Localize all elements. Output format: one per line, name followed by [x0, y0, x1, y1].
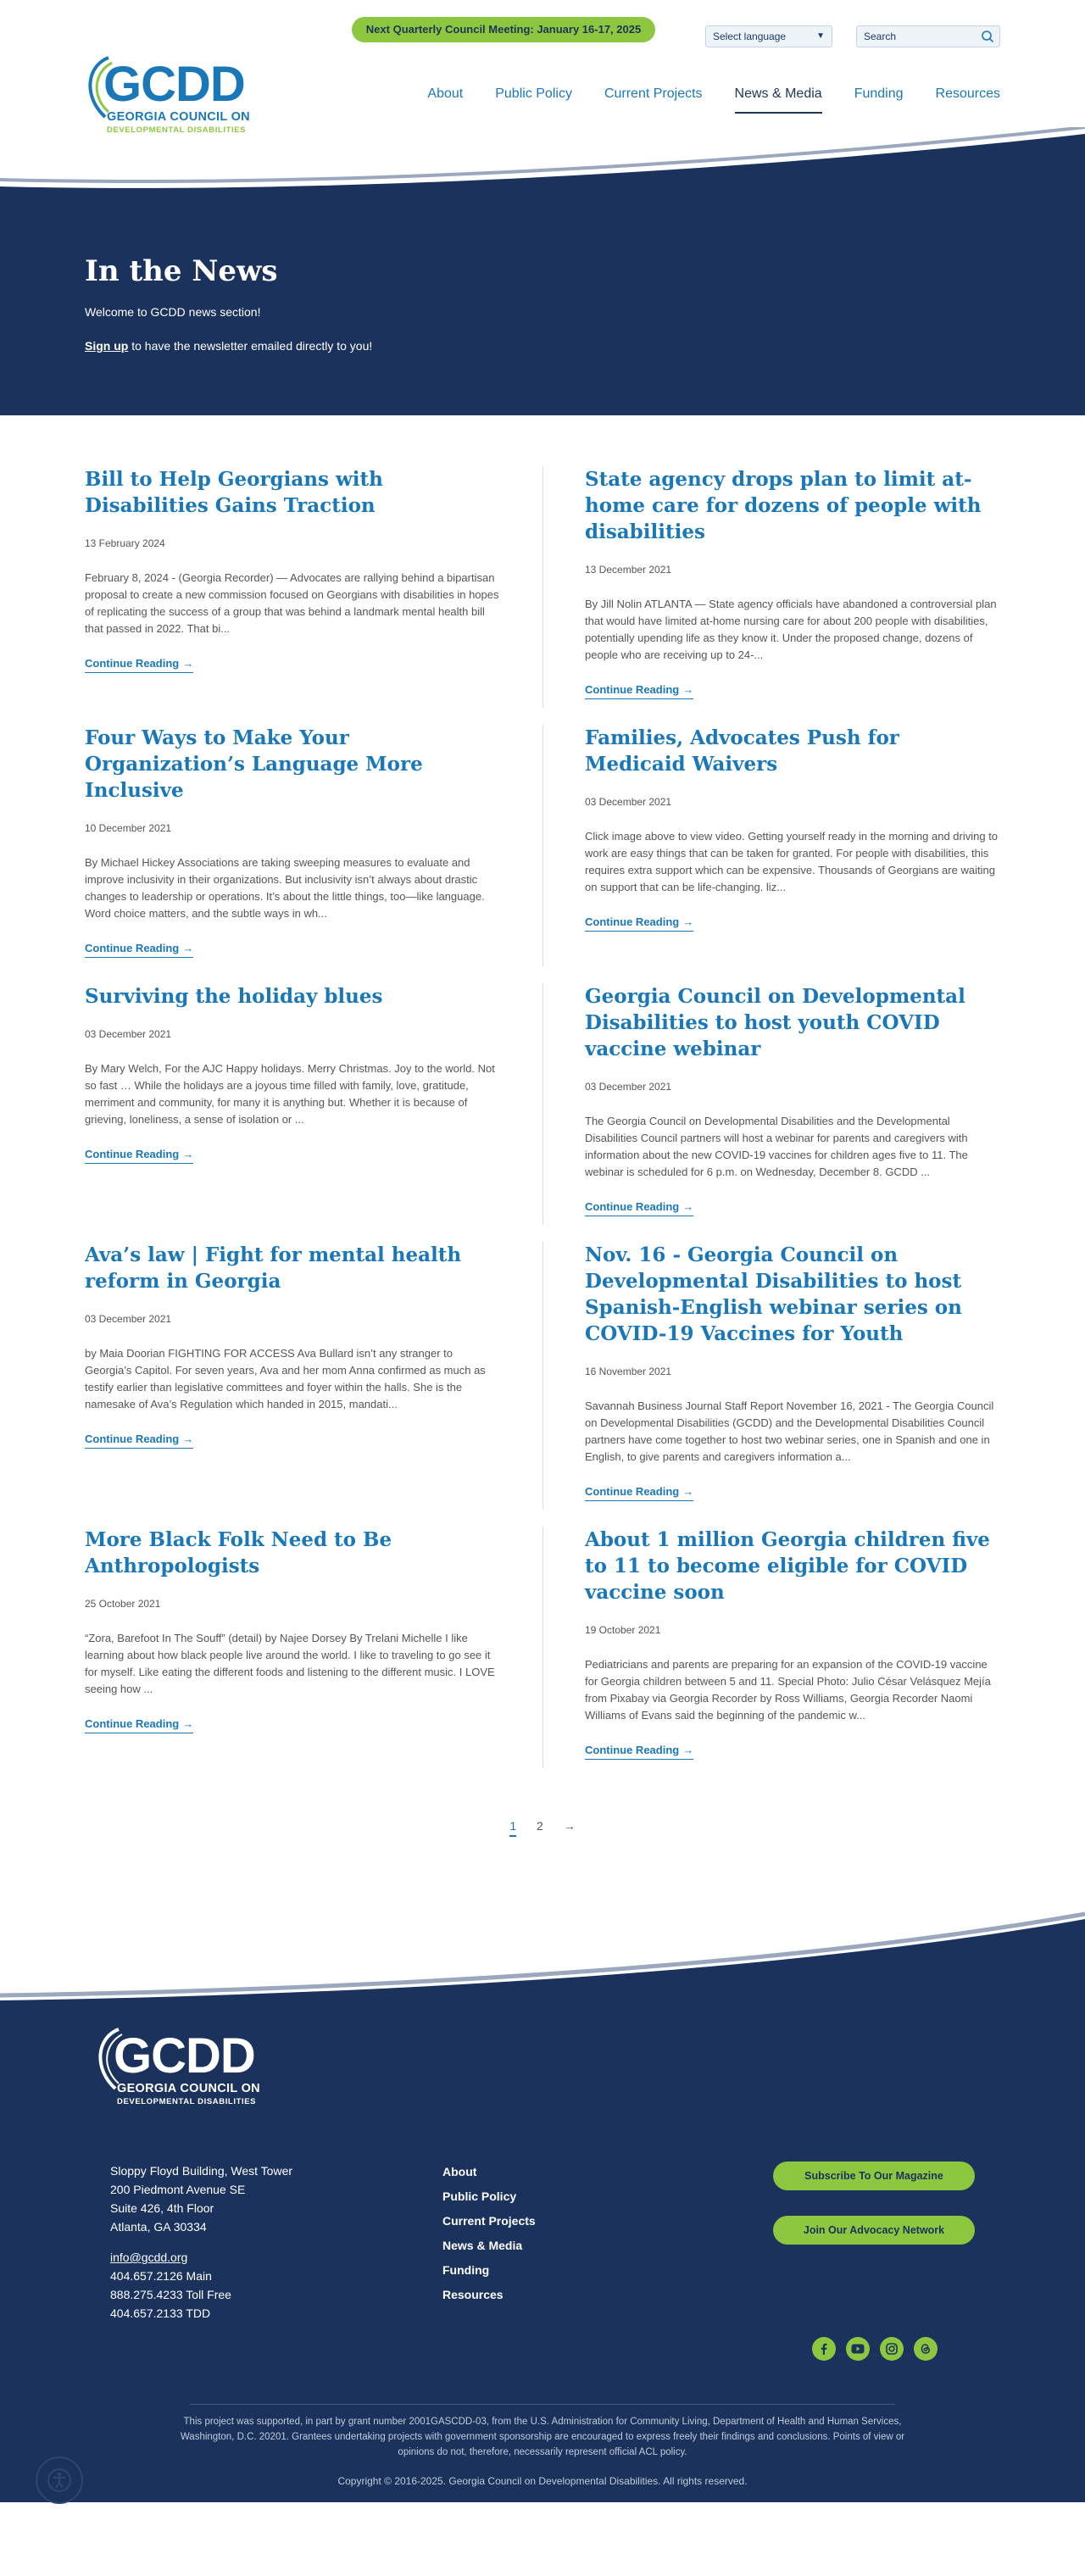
gcdd-logo[interactable]	[83, 54, 261, 139]
column-divider	[542, 983, 543, 1225]
logo-mark: GCDD	[114, 2028, 255, 2084]
article-card	[551, 466, 1000, 725]
article-date: 10 December 2021	[85, 822, 172, 834]
search-icon[interactable]	[981, 30, 994, 43]
footer-link-funding[interactable]: Funding	[442, 2263, 490, 2277]
address-line: Sloppy Floyd Building, West Tower	[110, 2164, 293, 2178]
address-line: Atlanta, GA 30334	[110, 2220, 207, 2234]
footer-link-current-projects[interactable]: Current Projects	[442, 2214, 536, 2228]
article-row	[85, 725, 1000, 983]
page-title: In the News	[85, 254, 278, 288]
footer-logo[interactable]	[93, 2026, 271, 2111]
continue-reading-link[interactable]	[585, 683, 693, 699]
arrow-right-icon: →	[182, 1717, 194, 1730]
arrow-right-icon: →	[682, 1485, 694, 1498]
article-title[interactable]: Bill to Help Georgians with Disabilities Gains Traction	[85, 468, 383, 517]
footer-address	[110, 2162, 292, 2323]
article-excerpt: “Zora, Barefoot In The Souff” (detail) by Najee Dorsey By Trelani Michelle I like learning about how black people live around the world. I like to traveling to go see it for myself. Like eating the different foods and listening to the different music. I LOVE seeing how ...	[85, 1632, 495, 1695]
pagination	[85, 1785, 1000, 1833]
nav-funding[interactable]: Funding	[854, 86, 904, 101]
footer-divider	[190, 2404, 895, 2405]
continue-reading-link[interactable]	[85, 1433, 193, 1449]
article-excerpt: by Maia Doorian FIGHTING FOR ACCESS Ava Bullard isn’t any stranger to Georgia’s Capitol. For seven years, Ava and her mom Anna confirmed as much as testify earlier than legislative committees and foyer within the halls. She is the namesake of Ava’s Regulation which handed in 2015, mandati...	[85, 1347, 486, 1410]
page-2[interactable]: 2	[537, 1819, 543, 1833]
logo-line2: DEVELOPMENTAL DISABILITIES	[107, 125, 247, 135]
article-date: 13 December 2021	[585, 564, 672, 576]
article-date: 03 December 2021	[85, 1313, 172, 1325]
arrow-right-icon: →	[682, 1744, 694, 1756]
continue-label: Continue Reading	[85, 942, 180, 954]
article-row	[85, 466, 1000, 725]
article-title[interactable]: State agency drops plan to limit at-home care for dozens of people with disabilities	[585, 468, 982, 543]
article-date: 25 October 2021	[85, 1598, 161, 1610]
language-select-label: Select language	[713, 31, 787, 42]
article-row	[85, 1242, 1000, 1527]
arrow-right-icon: →	[182, 657, 194, 670]
youtube-icon[interactable]	[846, 2337, 870, 2361]
article-date: 19 October 2021	[585, 1624, 661, 1636]
address-line: Suite 426, 4th Floor	[110, 2201, 214, 2215]
hero-signup-text	[85, 339, 1085, 353]
continue-label: Continue Reading	[585, 915, 680, 928]
article-date: 03 December 2021	[585, 1081, 672, 1093]
nav-public-policy[interactable]: Public Policy	[495, 86, 572, 101]
article-card	[551, 725, 1000, 983]
logo-line1: GEORGIA COUNCIL ON	[107, 110, 250, 124]
column-divider	[542, 725, 543, 966]
footer-link-news-media[interactable]: News & Media	[442, 2239, 523, 2252]
arrow-right-icon: →	[182, 1433, 194, 1445]
page-1[interactable]: 1	[509, 1819, 516, 1837]
continue-label: Continue Reading	[85, 1148, 180, 1160]
article-excerpt: Pediatricians and parents are preparing for an expansion of the COVID-19 vaccine for Georgia children between 5 and 11. Special Photo: Julio César Velásquez Mejía from Pixabay via Georgia Recorder by Ross Williams, Georgia Recorder Naomi Williams of Evans said the beginning of the pandemic w...	[585, 1658, 991, 1722]
phone-tdd: 404.657.2133 TDD	[110, 2306, 211, 2320]
nav-current-projects[interactable]: Current Projects	[604, 86, 703, 101]
article-date: 16 November 2021	[585, 1366, 672, 1377]
article-title[interactable]: About 1 million Georgia children five to 11 to become eligible for COVID vaccine soon	[585, 1528, 990, 1604]
continue-label: Continue Reading	[85, 657, 180, 670]
column-divider	[542, 1527, 543, 1768]
threads-icon[interactable]	[914, 2337, 938, 2361]
continue-label: Continue Reading	[585, 1200, 680, 1213]
logo-mark: GCDD	[103, 57, 245, 112]
facebook-icon[interactable]	[812, 2337, 836, 2361]
continue-label: Continue Reading	[85, 1433, 180, 1445]
phone-toll-free: 888.275.4233 Toll Free	[110, 2288, 231, 2301]
header-wave	[0, 127, 1085, 195]
continue-reading-link[interactable]	[585, 1485, 693, 1501]
arrow-right-icon: →	[682, 1200, 694, 1213]
grant-disclaimer: This project was supported, in part by grant number 2001GASCDD-03, from the U.S. Administration for Community Living, Department of Health and Human Services, Washington, D.C. 20201. Grantees undertaking projects with government sponsorship are encouraged to express freely their findings and conclusions. Points of view or opinions do not, therefore, necessarily represent official ACL policy.	[180, 2417, 905, 2457]
instagram-icon[interactable]	[880, 2337, 904, 2361]
search-box[interactable]	[856, 25, 1000, 47]
footer-link-resources[interactable]: Resources	[442, 2288, 504, 2301]
subscribe-button[interactable]: Subscribe To Our Magazine	[773, 2162, 975, 2190]
address-line: 200 Piedmont Avenue SE	[110, 2183, 246, 2196]
article-title[interactable]: Surviving the holiday blues	[85, 985, 383, 1008]
article-date: 13 February 2024	[85, 537, 165, 549]
arrow-right-icon: →	[182, 942, 194, 954]
article-excerpt: By Mary Welch, For the AJC Happy holidays. Merry Christmas. Joy to the world. Not so fast … While the holidays are a joyous time filled with family, love, gratitude, merriment and community, for many it is anything but. Whether it is because of grieving, loneliness, a sense of isolation or ...	[85, 1062, 495, 1126]
article-date: 03 December 2021	[585, 796, 672, 808]
nav-news-media[interactable]: News & Media	[735, 86, 822, 114]
article-card	[85, 466, 500, 725]
continue-label: Continue Reading	[585, 683, 680, 696]
article-card	[85, 1242, 500, 1527]
chevron-down-icon: ▼	[816, 31, 825, 41]
continue-reading-link[interactable]	[85, 942, 193, 958]
nav-resources[interactable]: Resources	[935, 86, 1000, 101]
article-title[interactable]: Families, Advocates Push for Medicaid Waivers	[585, 726, 899, 776]
continue-reading-link[interactable]	[585, 1200, 693, 1216]
nav-about[interactable]: About	[427, 86, 464, 101]
article-title[interactable]: More Black Folk Need to Be Anthropologists	[85, 1528, 392, 1577]
footer-link-about[interactable]: About	[442, 2165, 477, 2178]
article-row	[85, 983, 1000, 1242]
article-card	[85, 725, 500, 983]
article-title[interactable]: Four Ways to Make Your Organization’s Language More Inclusive	[85, 726, 423, 802]
next-page-arrow-icon[interactable]: →	[563, 1819, 576, 1833]
article-title[interactable]: Georgia Council on Developmental Disabilities to host youth COVID vaccine webinar	[585, 985, 965, 1060]
article-card	[551, 1242, 1000, 1527]
accessibility-icon[interactable]	[36, 2456, 83, 2504]
signup-rest: to have the newsletter emailed directly to you!	[128, 339, 373, 353]
continue-reading-link[interactable]	[85, 1717, 193, 1733]
search-input[interactable]	[857, 26, 967, 47]
article-card	[551, 1527, 1000, 1785]
signup-link[interactable]: Sign up	[85, 339, 129, 353]
article-date: 03 December 2021	[85, 1028, 172, 1040]
article-card	[85, 983, 500, 1242]
copyright: Copyright © 2016-2025. Georgia Council on Developmental Disabilities. All rights reserved.	[337, 2475, 748, 2487]
article-row	[85, 1527, 1000, 1785]
footer-wave	[0, 1900, 1085, 2011]
logo-line2: DEVELOPMENTAL DISABILITIES	[117, 2097, 257, 2106]
logo-line1: GEORGIA COUNCIL ON	[117, 2082, 260, 2095]
arrow-right-icon: →	[182, 1148, 194, 1160]
article-excerpt: By Michael Hickey Associations are taking sweeping measures to evaluate and improve inclusivity in their organizations. But inclusivity isn’t always about drastic changes to leadership or operations. It’s about the little things, too—like language. Word choice matters, and the subtle ways in wh...	[85, 856, 485, 920]
email-link[interactable]: info@gcdd.org	[110, 2251, 188, 2264]
social-links	[812, 2337, 938, 2361]
arrow-right-icon: →	[682, 683, 694, 696]
articles-list	[0, 415, 1085, 1833]
continue-reading-link[interactable]	[585, 1744, 693, 1760]
article-card	[85, 1527, 500, 1785]
hero-section	[0, 195, 1085, 415]
article-title[interactable]: Nov. 16 - Georgia Council on Developmental Disabilities to host Spanish-English webinar series on COVID-19 Vaccines for Youth	[585, 1243, 962, 1345]
continue-label: Continue Reading	[585, 1485, 680, 1498]
site-footer	[0, 2009, 1085, 2502]
article-card	[551, 983, 1000, 1242]
main-nav	[395, 86, 1000, 114]
continue-label: Continue Reading	[585, 1744, 680, 1756]
site-header	[0, 0, 1085, 195]
meeting-banner[interactable]: Next Quarterly Council Meeting: January 16-17, 2025	[352, 17, 655, 42]
column-divider	[542, 1242, 543, 1510]
arrow-right-icon: →	[682, 915, 694, 928]
article-excerpt: Click image above to view video. Getting yourself ready in the morning and driving to work are easy things that can be taken for granted. For people with disabilities, this requires extra support which can be expensive. Thousands of Georgians are waiting on support that can be life-changing. liz...	[585, 830, 999, 893]
continue-reading-link[interactable]	[585, 915, 693, 932]
footer-link-public-policy[interactable]: Public Policy	[442, 2189, 517, 2203]
phone-main: 404.657.2126 Main	[110, 2269, 212, 2283]
advocacy-button[interactable]: Join Our Advocacy Network	[773, 2216, 975, 2245]
language-select[interactable]	[705, 25, 832, 47]
article-excerpt: February 8, 2024 - (Georgia Recorder) — Advocates are rallying behind a bipartisan proposal to create a new commission focused on Georgians with disabilities in hopes of replicating the success of a group that was behind a landmark mental health bill that passed in 2022. That bi...	[85, 571, 499, 635]
continue-reading-link[interactable]	[85, 1148, 193, 1164]
article-excerpt: The Georgia Council on Developmental Disabilities and the Developmental Disabilities Council partners will host a webinar for parents and caregivers with information about the new COVID-19 vaccines for children ages five to 11. The webinar is scheduled for 6 p.m. on Wednesday, December 8. GCDD ...	[585, 1115, 968, 1178]
article-title[interactable]: Ava’s law | Fight for mental health reform in Georgia	[85, 1243, 462, 1293]
column-divider	[542, 466, 543, 708]
hero-welcome: Welcome to GCDD news section!	[85, 305, 261, 319]
article-excerpt: By Jill Nolin ATLANTA — State agency officials have abandoned a controversial plan that would have limited at-home nursing care for about 200 people with disabilities, potentially upending life as they know it. Under the proposed change, dozens of people who are receiving up to 24-...	[585, 598, 997, 661]
article-excerpt: Savannah Business Journal Staff Report November 16, 2021 - The Georgia Council on Developmental Disabilities (GCDD) and the Developmental Disabilities Council partners have come together to host two webinar series, one in Spanish and one in English, to give parents and caregivers information a...	[585, 1399, 994, 1463]
continue-reading-link[interactable]	[85, 657, 193, 673]
footer-nav	[442, 2165, 536, 2312]
continue-label: Continue Reading	[85, 1717, 180, 1730]
